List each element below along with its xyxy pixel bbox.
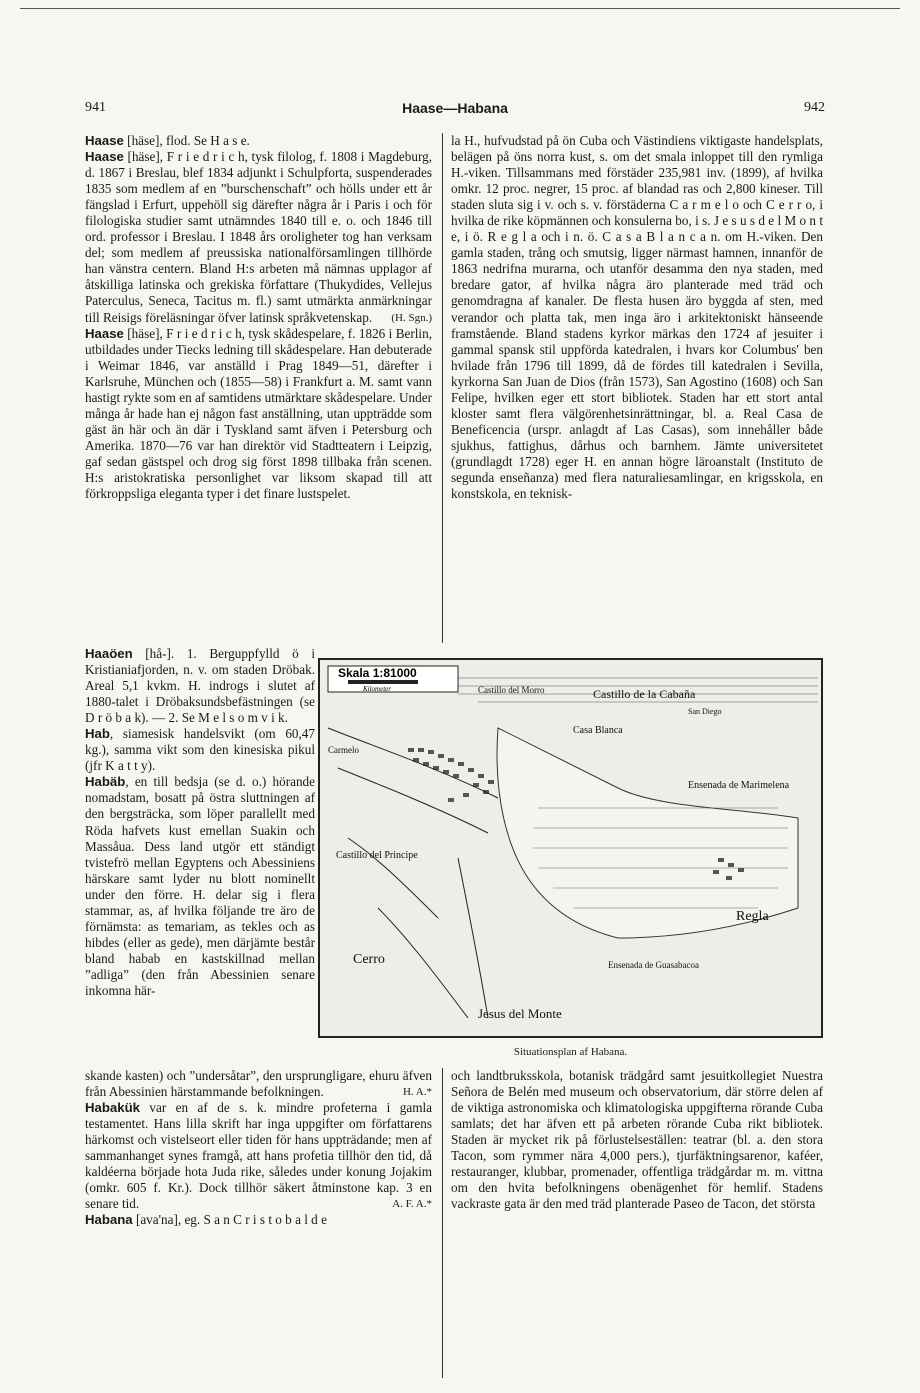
entry-text: , siamesisk handelsvikt (om 60,47 kg.), samma vikt som den kinesiska pikul (jfr K a t t y). [85, 726, 315, 774]
entry-haase-flod [85, 133, 432, 149]
page-number-left: 941 [85, 100, 106, 115]
headword: Haase [85, 133, 124, 148]
entry-habab [85, 774, 315, 999]
headword: Haase [85, 149, 124, 165]
column-divider-bottom [442, 1068, 443, 1378]
headword: Habakük [85, 1100, 140, 1116]
top-rule [20, 8, 900, 9]
entry-text: [hå-]. 1. Berguppfylld ö i Kristianiafjorden, n. v. om staden Dröbak. Areal 5,1 kvkm. H. indrogs i slutet af 1880-talet i Dröbaksundsbefästningen (se D r ö b a k). — 2. Se M e l s o m v i k. [85, 646, 315, 726]
page-header [85, 100, 825, 120]
headword: Habäb [85, 774, 126, 790]
map-label: Castillo de la Cabaña [593, 687, 696, 701]
headword: Hab [85, 726, 110, 742]
left-column-bottom [85, 1068, 432, 1228]
map-label: Casa Blanca [573, 725, 623, 736]
entry-habakuk [85, 1100, 432, 1212]
map-label: Castillo del Principe [336, 850, 418, 861]
right-column [451, 133, 823, 502]
headword: Haaöen [85, 646, 133, 661]
entry-habana [85, 1212, 432, 1228]
entry-text: [häse], flod. Se H a s e. [123, 133, 250, 148]
entry-text: [ava'na], eg. S a n C r i s t o b a l d e [132, 1212, 327, 1228]
habana-text: la H., hufvudstad på ön Cuba och Västindiens viktigaste handelsplats, belägen på öns norra kust, s. om det smala inloppet till den rymliga H.-viken. Tillsammans med förstäder 235,981 inv. (1899), af hvilka omkr. 12 proc. negrer, 15 proc. af blandad ras och 2,800 kineser. Till staden sluta sig i v. och s. v. förstäderna C a r m e l o och C e r r o, i hvilka de rike köpmännen och konsulerna bo, i s. J e s u s d e l M o n t e, i ö. R e g l a och i n. ö. C a s a B l a n c a n. om H.-viken. Den gamla staden, trång och smutsig, ligger närmast hamnen, innanför de 1863 nedrifna murarna, och utanför desamma den nya staden, med bredare gator, af hvilka några äro planterade med träd och genomdragna af kanaler. De flesta husen äro byggda af sten, med verandor och platta tak, men inga äro i arkitektoniskt hänseende framstående. Bland stadens kyrkor märkas den 1724 af jesuiter i gammal spansk stil uppförda katedralen, i hvars kor Columbus' ben hvilade från 1796 till 1899, då de fördes till katedralen i Sevilla, kyrkorna San Juan de Dios (från 1573), San Agostino (1608) och San Felipe, hvilken eger ett stort bibliotek. Staden har ett stort antal kloster samt flera välgörenhetsinrättningar, bl. a. Real Casa de Beneficencia (urspr. anlagdt af Las Casas), som innehåller både sjukhus, fattighus, dårhus och barnhem. Jämte universitetet (grundlagdt 1728) eger H. en annan högre läroanstalt (Instituto de segunda enseñanza) med flera naturaliesamlingar, en krigsskola, en konstskola, en teknisk- [451, 133, 823, 502]
headword: Habana [85, 1212, 133, 1228]
entry-haase-friedrich-skadespelare [85, 326, 432, 503]
author-signature: A. F. A.* [392, 1198, 432, 1211]
right-column-bottom [451, 1068, 823, 1212]
map-label: Jesus del Monte [478, 1006, 562, 1021]
entry-habab-continued [85, 1068, 432, 1100]
map-label: Castillo del Morro [478, 685, 545, 695]
map-km-label: Kilometer [363, 685, 391, 693]
entry-text: skande kasten) och ”undersåtar”, den ursprungligare, ehuru äfven från Abessinien härstammande befolkningen. [85, 1068, 432, 1100]
map-label: Ensenada de Guasabacoa [608, 960, 699, 970]
habana-map [318, 658, 823, 1038]
left-column [85, 133, 432, 502]
headword: Haase [85, 325, 124, 341]
map-label: Cerro [353, 952, 385, 967]
entry-text: [häse], F r i e d r i c h, tysk filolog, f. 1808 i Magdeburg, d. 1867 i Breslau, blef 1834 adjunkt i Schulpforta, suspenderades 1835 som medlem af en ”burschenschaft” och hölls under ett år fängslad i Erfurt, uppehöll sig därefter några år i Paris i och för filologiska studier samt utnämndes 1840 till e. o. och 1846 till ord. professor i Breslau. I 1848 års oroligheter tog han verksam del; som medlem af preussiska nationalförsamlingen tillhörde han vänstra centern. Bland H:s arbeten må nämnas upplagor af åtskilliga latinska och grekiska författare (Thukydides, Vellejus Paterculus, Seneca, Tacitus m. fl.) samt utmärkta anmärkningar till Reisigs föreläsningar öfver latinsk språkvetenskap. [85, 149, 432, 325]
column-divider-top [442, 133, 443, 643]
entry-text: , en till bedsja (se d. o.) hörande nomadstam, bosatt på östra sluttningen af den bergsträcka, som löper parallellt med Röda hafvets kust emellan Suakin och Massåua. Dess land utgör ett ständigt tvistefrö mellan Egyptens och Abessiniens härskare samt lyder nu blott nominellt under den förre. H. delar sig i flera stammar, as, af hvilka följande tre äro de förnämsta: as temariam, as tekles och as hibdes (eller as gede), men därjämte består bland habab en kastskillnad mellan ”adliga” (den från Abessinien senare inkomna här- [85, 774, 315, 998]
entry-haaoen [85, 646, 315, 726]
map-label: Ensenada de Marimelena [688, 780, 790, 791]
author-signature: (H. Sgn.) [391, 311, 432, 324]
map-caption: Situationsplan af Habana. [513, 1046, 628, 1058]
map-label: San Diego [688, 707, 722, 716]
page-number-right: 942 [804, 100, 825, 115]
entry-hab [85, 726, 315, 774]
map-illustration [318, 658, 823, 1038]
habana-text-continued: och landtbruksskola, botanisk trädgård samt jesuitkollegiet Nuestra Señora de Belén med museum och observatorium, där större delen af de viktiga astronomiska och klimatologiska uppgifterna rörande Cuba samlats; det har äfven ett på arbeten rörande Cuba rikt bibliotek. Staden är mycket rik på förlustelseställen: teatrar (bl. a. den stora Tacon, som rymmer nära 4,000 pers.), tjurfäktningsarenor, kaféer, restauranger, klubbar, promenader, offentliga trädgårdar m. m. vittna om den hvita befolkningens obenägenhet för hemlif. Stadens vackraste gata är den med träd planterade Paseo de Tacon, det största [451, 1068, 823, 1212]
entry-text: var en af de s. k. mindre profeterna i gamla testamentet. Hans lilla skrift har inga uppgifter om författarens härkomst och vistelseort eller tiden för hans uppträdande; men af sammanhanget synes framgå, att hans profetia tillhör den tid, då kaldéerna började hota Juda rike, således under konung Jojakim (omkr. 605 f. Kr.). Dock tillhör säkert åtminstone kap. 3 en senare tid. [85, 1100, 432, 1212]
map-label: Regla [736, 909, 769, 924]
author-signature: H. A.* [402, 1086, 432, 1099]
entry-text: [häse], F r i e d r i c h, tysk skådespelare, f. 1826 i Berlin, utbildades under Tiecks ledning till skådespelare. Han debuterade i Weimar 1846, var anställd i Prag 1849—51, därefter i Karlsruhe, München och (1855—58) i Frankfurt a. M. samt vann hastigt rykte som en af samtidens utmärktare skådespelare. Under många år hade han ej någon fast anställning, utan uppträdde som gäst än här och än där i Tyskland samt äfven i Petersburg och Amerika. 1870—76 var han direktör vid Stadttеatern i Leipzig, gaf sedan gästspel och drog sig först 1898 tillbaka från scenen. H:s aristokratiska personlighet var liksom skapad till att förkroppsliga eleganta typer i det finare lustspelet. [85, 325, 432, 502]
map-label: Carmelo [328, 745, 359, 755]
map-scale: Skala 1:81000 [338, 666, 417, 680]
page-title: Haase—Habana [402, 100, 508, 116]
left-column-narrow [85, 646, 315, 999]
entry-haase-friedrich-filolog [85, 149, 432, 326]
